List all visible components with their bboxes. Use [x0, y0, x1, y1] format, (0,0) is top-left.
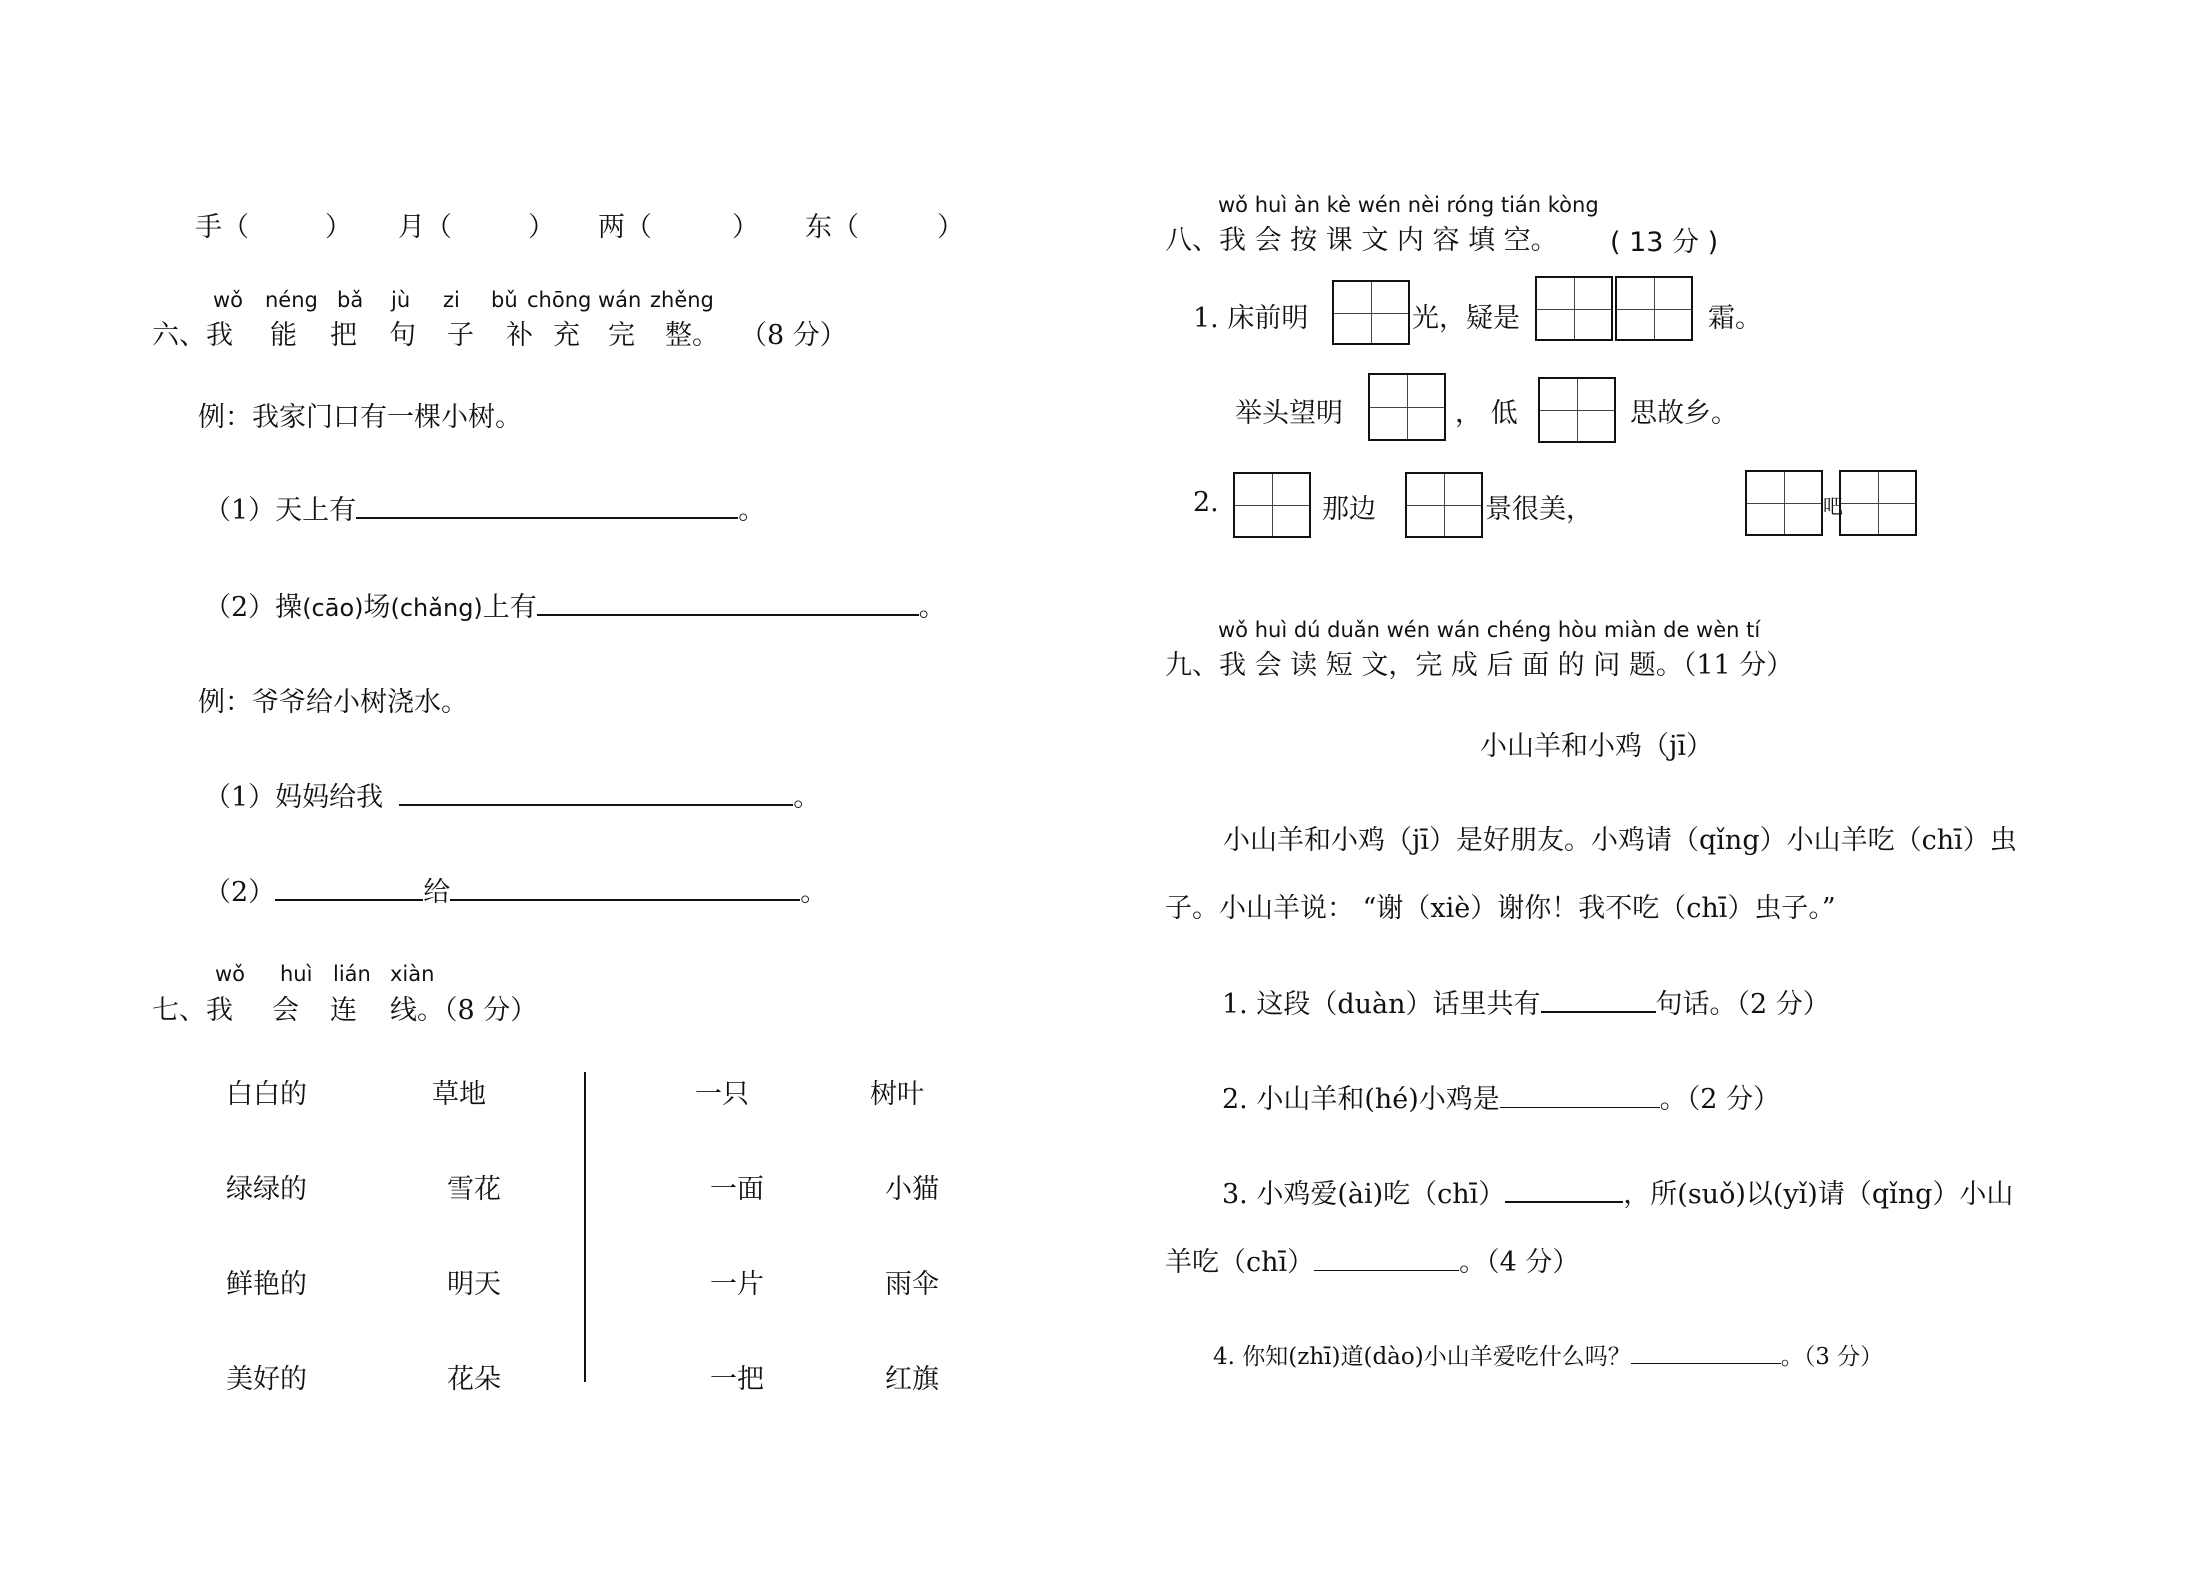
section-title-char: 子	[447, 320, 474, 351]
pinyin: jù	[391, 288, 411, 312]
question-text: ，所(suǒ)以(yǐ)请（qǐng）小山	[1623, 1179, 2014, 1210]
question-row	[1213, 1338, 1883, 1371]
question-prefix: （2）	[204, 877, 276, 908]
section-score: ( 13 分 )	[1610, 227, 1719, 258]
match-item[interactable]: 一把	[710, 1364, 764, 1395]
question-end: 。	[738, 495, 766, 526]
question-prefix: （1）天上有	[204, 495, 357, 526]
match-item[interactable]: 树叶	[870, 1079, 924, 1110]
answer-blank[interactable]	[450, 899, 800, 901]
char-item: 东（	[805, 212, 859, 243]
column-divider	[584, 1072, 586, 1382]
section-title-char: 完	[608, 320, 635, 351]
pinyin: wǒ	[213, 288, 244, 312]
pinyin: wán	[598, 288, 642, 312]
match-item[interactable]: 白白的	[226, 1079, 307, 1110]
answer-blank[interactable]	[275, 899, 423, 901]
pinyin: wǒ	[215, 962, 246, 986]
section-title-char: 连	[330, 995, 357, 1026]
match-item[interactable]: 雨伞	[885, 1269, 939, 1300]
question-text: 1. 这段（duàn）话里共有	[1222, 989, 1541, 1020]
writing-grid[interactable]	[1405, 472, 1483, 538]
pinyin-inline: (cāo)	[302, 594, 364, 622]
answer-blank[interactable]	[356, 517, 738, 519]
question-text: 4. 你知(zhī)道(dào)小山羊爱吃什么吗？	[1213, 1344, 1631, 1370]
pinyin: huì	[280, 962, 313, 986]
match-item[interactable]: 小猫	[885, 1174, 939, 1205]
answer-blank[interactable]	[1631, 1363, 1781, 1364]
paren-close: ）	[325, 212, 352, 243]
poem-text: 1. 床前明	[1193, 303, 1309, 334]
section-title-char: 充	[553, 320, 580, 351]
answer-blank[interactable]	[1500, 1107, 1660, 1108]
pinyin-line: wǒ huì dú duǎn wén wán chéng hòu miàn de wèn tí	[1218, 618, 1761, 642]
story-paragraph: 子。小山羊说： “谢（xiè）谢你！我不吃（chī）虫子。”	[1165, 893, 1836, 924]
poem-text: 景很美，	[1485, 494, 1593, 525]
pinyin: zi	[443, 288, 460, 312]
writing-grid[interactable]	[1233, 472, 1311, 538]
poem-text: 那边	[1322, 494, 1376, 525]
pinyin-inline: (chǎng)	[390, 594, 483, 622]
poem-text: ， 低	[1455, 398, 1518, 429]
question-end: 。	[800, 877, 828, 908]
match-item[interactable]: 红旗	[885, 1364, 939, 1395]
pinyin: bǔ	[491, 288, 518, 312]
writing-grid[interactable]	[1535, 276, 1613, 341]
question-text: 。（3 分）	[1780, 1344, 1884, 1370]
poem-text: 霜。	[1708, 303, 1762, 334]
question-text: 句话。（2 分）	[1655, 989, 1830, 1020]
match-item[interactable]: 鲜艳的	[226, 1269, 307, 1300]
pinyin: néng	[265, 288, 318, 312]
match-item[interactable]: 绿绿的	[226, 1174, 307, 1205]
section-title-char: 能	[270, 320, 297, 351]
writing-grid[interactable]	[1615, 276, 1693, 341]
question-row	[204, 488, 765, 527]
char-item: 月（	[398, 212, 452, 243]
poem-text: 举头望明	[1235, 398, 1343, 429]
section-title-char: 整。	[665, 320, 719, 351]
section-score: （8 分）	[740, 320, 847, 351]
match-item[interactable]: 一面	[710, 1174, 764, 1205]
match-item[interactable]: 草地	[432, 1079, 486, 1110]
question-end: 。	[918, 592, 946, 623]
section-title-char: 把	[330, 320, 357, 351]
question-row	[204, 870, 827, 909]
writing-grid[interactable]	[1745, 470, 1823, 536]
section-title: 六、我	[152, 320, 233, 351]
pinyin: chōng	[527, 288, 592, 312]
question-row	[204, 585, 946, 624]
paren-close: ）	[937, 212, 964, 243]
question-text: 场	[363, 592, 391, 623]
poem-text: 2.	[1193, 487, 1219, 518]
poem-text: 吧	[1823, 494, 1843, 518]
char-item: 两（	[598, 212, 652, 243]
question-text: 羊吃（chī）	[1165, 1247, 1315, 1278]
example-sentence: 例：我家门口有一棵小树。	[198, 402, 522, 433]
pinyin-line: wǒ huì àn kè wén nèi róng tián kòng	[1218, 193, 1599, 217]
pinyin: bǎ	[337, 288, 364, 312]
char-item: 手（	[195, 212, 249, 243]
section-title: 八、我 会 按 课 文 内 容 填 空。	[1165, 225, 1558, 256]
pinyin: zhěng	[650, 288, 714, 312]
paren-close: ）	[732, 212, 759, 243]
match-item[interactable]: 一只	[695, 1079, 749, 1110]
writing-grid[interactable]	[1538, 377, 1616, 443]
section-title-char: 句	[389, 320, 416, 351]
answer-blank[interactable]	[537, 614, 919, 616]
question-text: 上有	[482, 592, 537, 623]
answer-blank[interactable]	[1314, 1270, 1459, 1271]
question-end: 。	[793, 782, 821, 813]
section-title: 九、我 会 读 短 文，完 成 后 面 的 问 题。（11 分）	[1165, 650, 1794, 681]
question-row	[1222, 982, 1830, 1021]
question-text: 。（4 分）	[1459, 1247, 1580, 1278]
writing-grid[interactable]	[1839, 470, 1917, 536]
question-row	[204, 775, 820, 814]
section-title-char: 线。（8 分）	[390, 995, 538, 1026]
section-title-char: 会	[272, 995, 299, 1026]
story-title: 小山羊和小鸡（jī）	[1480, 731, 1714, 762]
answer-blank[interactable]	[1505, 1201, 1623, 1203]
section-title-char: 补	[506, 320, 533, 351]
writing-grid[interactable]	[1332, 280, 1410, 345]
question-text: 给	[423, 877, 451, 908]
match-item[interactable]: 雪花	[447, 1174, 501, 1205]
answer-blank[interactable]	[399, 804, 793, 806]
question-text: 2. 小山羊和(hé)小鸡是	[1222, 1084, 1500, 1115]
question-text: 3. 小鸡爱(ài)吃（chī）	[1222, 1179, 1506, 1210]
pinyin: lián	[333, 962, 371, 986]
question-prefix: （1）妈妈给我	[204, 782, 384, 813]
match-item[interactable]: 明天	[447, 1269, 501, 1300]
question-row	[1222, 1077, 1780, 1116]
question-prefix: （2）操	[204, 592, 303, 623]
poem-text: 光，疑是	[1412, 303, 1520, 334]
answer-blank[interactable]	[1541, 1011, 1656, 1013]
paren-close: ）	[528, 212, 555, 243]
question-text: 。（2 分）	[1659, 1084, 1781, 1115]
question-row	[1222, 1172, 2013, 1211]
story-paragraph: 小山羊和小鸡（jī）是好朋友。小鸡请（qǐng）小山羊吃（chī）虫	[1223, 825, 2017, 856]
match-item[interactable]: 一片	[710, 1269, 764, 1300]
poem-text: 思故乡。	[1630, 398, 1738, 429]
match-item[interactable]: 花朵	[447, 1364, 501, 1395]
section-title: 七、我	[152, 995, 233, 1026]
example-sentence: 例：爷爷给小树浇水。	[198, 687, 468, 718]
match-item[interactable]: 美好的	[226, 1364, 307, 1395]
pinyin: xiàn	[390, 962, 435, 986]
writing-grid[interactable]	[1368, 373, 1446, 441]
question-row	[1165, 1240, 1579, 1279]
